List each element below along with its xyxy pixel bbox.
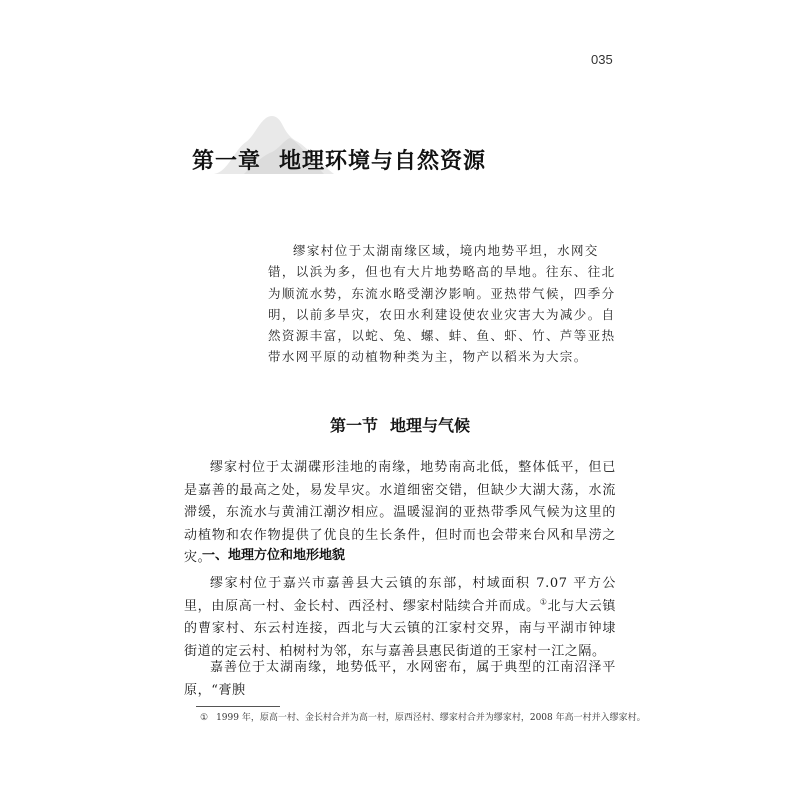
section-title-text: 地理与气候 bbox=[390, 416, 471, 435]
section-label: 第一节 bbox=[329, 416, 378, 435]
chapter-abstract: 缪家村位于太湖南缘区域，境内地势平坦，水网交错，以浜为多，但也有大片地势略高的旱地。往东、往北为顺流水势，东流水略受潮汐影响。亚热带气候，四季分明，以前多旱灾，农田水利建设使农业灾害大为减少。自然资源丰富，以蛇、兔、螺、蚌、鱼、虾、竹、芦等亚热带水网平原的动植物种类为主，物产以稻米为大宗。 bbox=[268, 243, 616, 365]
chapter-title bbox=[192, 144, 486, 175]
body-paragraph: 嘉善位于太湖南缘，地势低平，水网密布，属于典型的江南沼泽平原，“膏腴 bbox=[184, 660, 616, 698]
chapter-label: 第一章 bbox=[192, 149, 262, 174]
footnote-divider bbox=[196, 706, 280, 707]
footnote bbox=[200, 711, 646, 725]
section-title bbox=[0, 413, 800, 436]
paragraph-text: 北与大云镇的曹家村、东云村连接，西北与大云镇的江家村交界，南与平湖市钟埭街道的定云村、柏树村为邻，东与嘉善县惠民街道的王家村一江之隔。 bbox=[184, 598, 616, 659]
body-paragraph: 缪家村位于太湖碟形洼地的南缘，地势南高北低，整体低平，但已是嘉善的最高之处，易发旱灾。水道细密交错，但缺少大湖大荡，水流滞缓，东流水与黄浦江潮汐相应。温暖湿润的亚热带季风气候为这里的动植物和农作物提供了优良的生长条件，但时而也会带来台风和旱涝之灾。 bbox=[184, 460, 616, 565]
page-number: 035 bbox=[591, 52, 613, 67]
footnote-text: 1999 年，原高一村、金长村合并为高一村，原西泾村、缪家村合并为缪家村，2008 年高一村并入缪家村。 bbox=[216, 713, 646, 723]
footnote-mark: ① bbox=[200, 713, 209, 723]
chapter-title-text: 地理环境与自然资源 bbox=[279, 149, 487, 174]
body-paragraph bbox=[184, 573, 616, 663]
subsection-title: 一、地理方位和地形地貌 bbox=[202, 548, 346, 563]
footnote-reference[interactable]: ① bbox=[539, 597, 548, 607]
paragraph-text: 缪家村位于嘉兴市嘉善县大云镇的东部，村域面积 7.07 平方公里，由原高一村、金长村、西泾村、缪家村陆续合并而成。 bbox=[184, 576, 616, 614]
